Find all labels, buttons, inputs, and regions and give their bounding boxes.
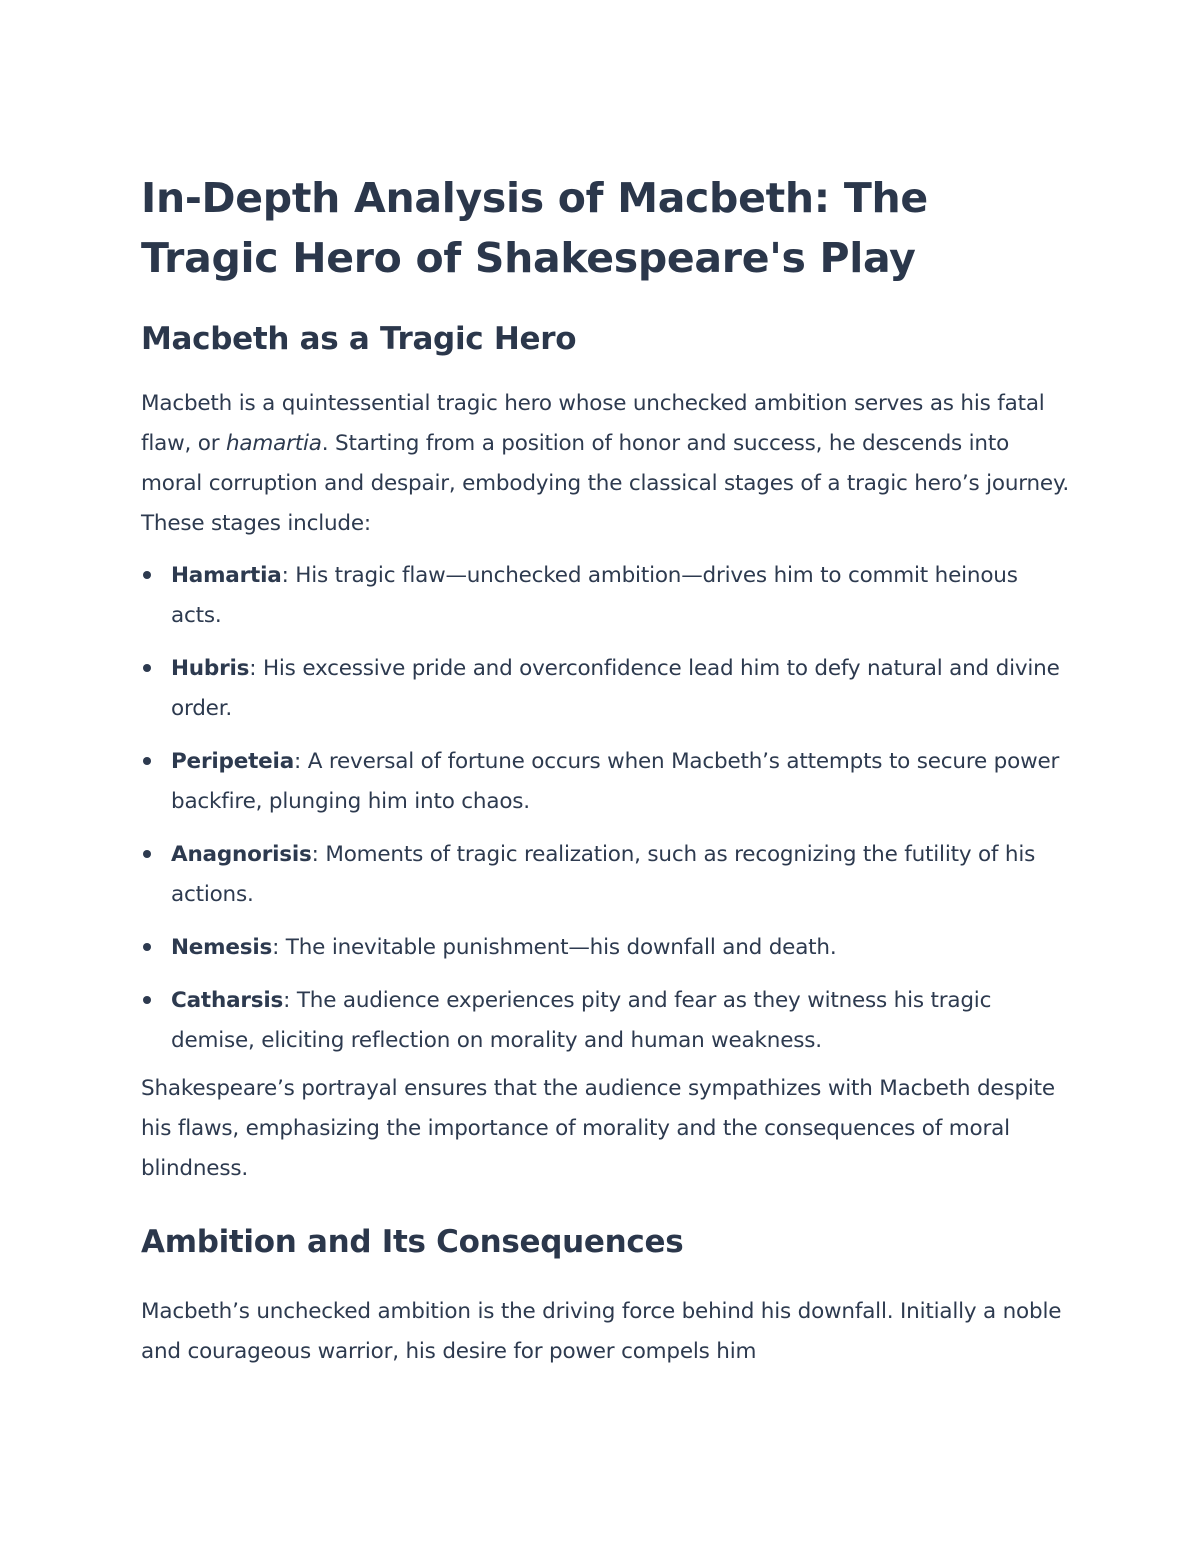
- list-item: [141, 928, 1071, 968]
- stage-term: Catharsis: [171, 988, 284, 1013]
- stage-description: : The audience experiences pity and fear as they witness his tragic demise, eliciting reflection on morality and human weakness.: [171, 988, 992, 1053]
- hamartia-emphasis: hamartia: [226, 431, 322, 456]
- stage-description: : A reversal of fortune occurs when Macbeth’s attempts to secure power backfire, plunging him into chaos.: [171, 749, 1060, 814]
- tragic-stages-list: [141, 556, 1071, 1061]
- bullet-icon: [143, 571, 151, 579]
- bullet-icon: [143, 996, 151, 1004]
- stage-description: : His excessive pride and overconfidence lead him to defy natural and divine order.: [171, 656, 1060, 721]
- intro-text-end: . Starting from a position of honor and success, he descends into moral corruption and despair, embodying the classical stages of a tragic hero’s journey. These stages include:: [141, 431, 1070, 536]
- document-title: In-Depth Analysis of Macbeth: The Tragic Hero of Shakespeare's Play: [141, 174, 928, 282]
- stage-term: Hamartia: [171, 563, 282, 588]
- bullet-icon: [143, 664, 151, 672]
- stage-description: : His tragic flaw—unchecked ambition—drives him to commit heinous acts.: [171, 563, 1018, 628]
- stage-term: Anagnorisis: [171, 842, 312, 867]
- stage-term: Peripeteia: [171, 749, 295, 774]
- stage-term: Hubris: [171, 656, 250, 681]
- stage-description: : Moments of tragic realization, such as recognizing the futility of his actions.: [171, 842, 1036, 907]
- section-heading-ambition: Ambition and Its Consequences: [141, 1224, 684, 1260]
- section-heading-tragic-hero: Macbeth as a Tragic Hero: [141, 321, 577, 357]
- list-item: [141, 742, 1071, 822]
- closing-paragraph: Shakespeare’s portrayal ensures that the audience sympathizes with Macbeth despite his flaws, emphasizing the importance of morality and the consequences of moral blindness.: [141, 1076, 1055, 1181]
- stage-description: : The inevitable punishment—his downfall and death.: [272, 935, 837, 960]
- document-page: [141, 168, 1071, 1372]
- intro-paragraph: [141, 384, 1071, 544]
- list-item: [141, 981, 1071, 1061]
- bullet-icon: [143, 943, 151, 951]
- bullet-icon: [143, 850, 151, 858]
- intro-text-start: Macbeth is a quintessential tragic hero whose unchecked ambition serves as his fatal flaw, or: [141, 391, 1045, 456]
- bullet-icon: [143, 757, 151, 765]
- list-item: [141, 835, 1071, 915]
- list-item: [141, 556, 1071, 636]
- ambition-paragraph: Macbeth’s unchecked ambition is the driving force behind his downfall. Initially a noble and courageous warrior, his desire for power compels him: [141, 1299, 1062, 1364]
- list-item: [141, 649, 1071, 729]
- stage-term: Nemesis: [171, 935, 273, 960]
